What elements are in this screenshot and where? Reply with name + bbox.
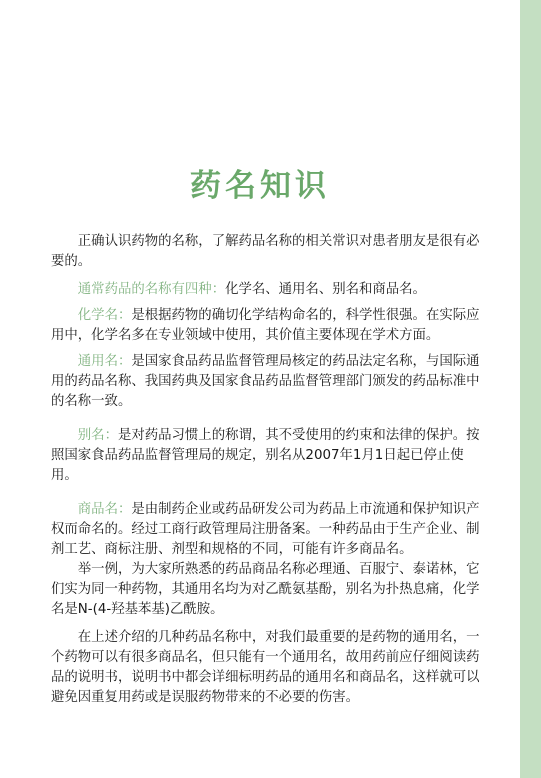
chemical-name-label: 化学名： <box>77 308 132 323</box>
generic-name-paragraph <box>51 352 485 412</box>
trade-name-text: 是由制药企业或药品研发公司为药品上市流通和保护知识产权而命名的。经过工商行政管理局注册备案。一种药品由于生产企业、制剂工艺、商标注册、剂型和规格的不同，可能有许多商品名。 <box>51 502 480 557</box>
article-body <box>51 232 485 708</box>
name-types-text: 化学名、通用名、别名和商品名。 <box>225 282 426 297</box>
generic-name-label: 通用名： <box>77 354 132 369</box>
chemical-name-paragraph <box>51 306 485 346</box>
example-paragraph: 举一例，为大家所熟悉的药品商品名称必理通、百服宁、泰诺林，它们实为同一种药物，其通用名均为对乙酰氨基酚，别名为扑热息痛，化学名是N-(4-羟基苯基)乙酰胺。 <box>51 562 480 617</box>
trade-name-paragraph <box>51 500 485 560</box>
alias-paragraph <box>51 426 485 486</box>
conclusion-paragraph: 在上述介绍的几种药品名称中，对我们最重要的是药物的通用名，一个药物可以有很多商品名，但只能有一个通用名，故用药前应仔细阅读药品的说明书，说明书中都会详细标明药品的通用名和商品名，这样就可以避免因重复用药或是误服药物带来的不必要的伤害。 <box>51 630 480 705</box>
page-title: 药名知识 <box>190 168 330 204</box>
name-types-label: 通常药品的名称有四种： <box>77 282 226 297</box>
chemical-name-text: 是根据药物的确切化学结构命名的，科学性很强。在实际应用中，化学名多在专业领域中使用，其价值主要体现在学术方面。 <box>51 308 480 343</box>
generic-name-text: 是国家食品药品监督管理局核定的药品法定名称，与国际通用的药品名称、我国药典及国家食品药品监督管理部门颁发的药品标准中的名称一致。 <box>51 354 480 409</box>
trade-name-label: 商品名： <box>77 502 132 517</box>
side-color-bar <box>520 0 541 778</box>
intro-paragraph: 正确认识药物的名称，了解药品名称的相关常识对患者朋友是很有必要的。 <box>51 234 480 269</box>
name-types-paragraph <box>51 280 485 300</box>
alias-label: 别名： <box>77 428 118 443</box>
alias-text: 是对药品习惯上的称谓，其不受使用的约束和法律的保护。按照国家食品药品监督管理局的规定，别名从2007年1月1日起已停止使用。 <box>51 428 480 483</box>
